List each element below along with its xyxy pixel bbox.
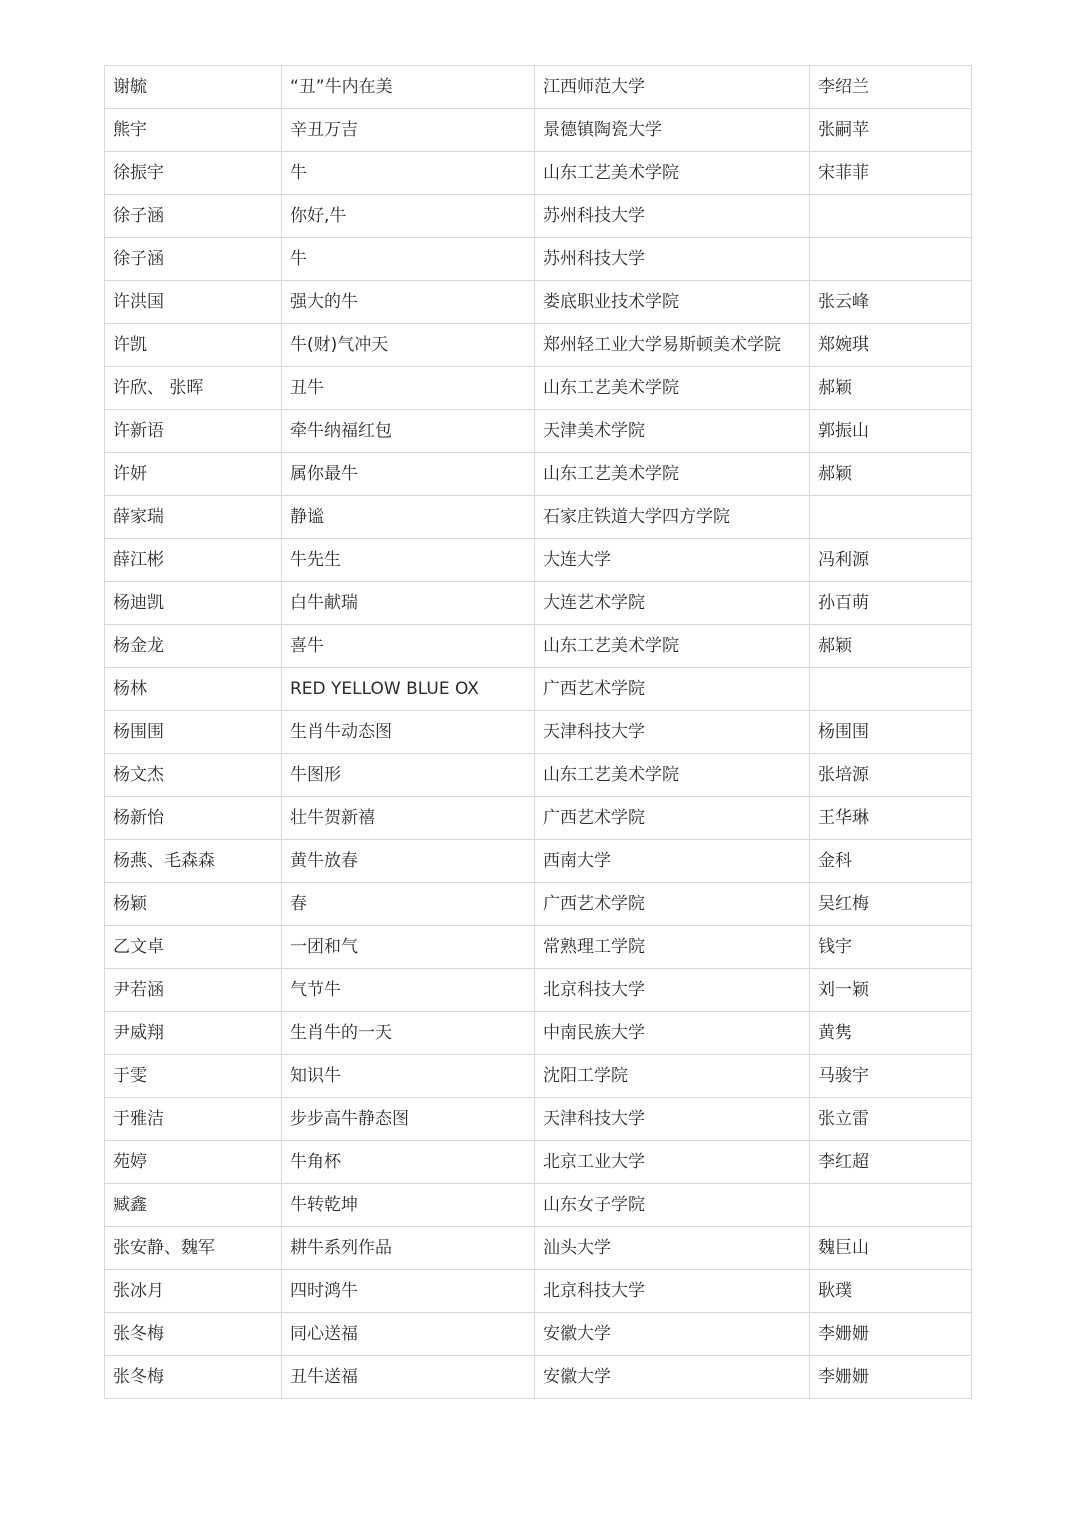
school-cell: 山东工艺美术学院 [535,625,810,668]
author-cell: 薛家瑞 [105,496,282,539]
table-row [105,883,972,926]
table-row [105,625,972,668]
advisor-cell [810,496,972,539]
school-cell: 山东工艺美术学院 [535,152,810,195]
author-cell: 臧鑫 [105,1184,282,1227]
work-title-cell: 耕牛系列作品 [282,1227,535,1270]
advisor-cell: 李绍兰 [810,66,972,109]
author-cell: 徐振宇 [105,152,282,195]
author-cell: 杨金龙 [105,625,282,668]
table-row [105,711,972,754]
work-title-cell: 牛转乾坤 [282,1184,535,1227]
school-cell: 天津科技大学 [535,1098,810,1141]
table-row [105,668,972,711]
author-cell: 张安静、魏军 [105,1227,282,1270]
advisor-cell: 宋菲菲 [810,152,972,195]
author-cell: 许凯 [105,324,282,367]
advisor-cell: 张云峰 [810,281,972,324]
school-cell: 娄底职业技术学院 [535,281,810,324]
work-title-cell: 壮牛贺新禧 [282,797,535,840]
work-title-cell: 牛 [282,152,535,195]
school-cell: 中南民族大学 [535,1012,810,1055]
work-title-cell: 春 [282,883,535,926]
table-row [105,754,972,797]
advisor-cell: 李姗姗 [810,1313,972,1356]
work-title-cell: 丑牛 [282,367,535,410]
school-cell: 山东工艺美术学院 [535,453,810,496]
author-cell: 杨文杰 [105,754,282,797]
school-cell: 景德镇陶瓷大学 [535,109,810,152]
table-row [105,1356,972,1399]
table-row [105,109,972,152]
author-cell: 杨林 [105,668,282,711]
work-title-cell: 你好,牛 [282,195,535,238]
school-cell: 安徽大学 [535,1313,810,1356]
work-title-cell: 牵牛纳福红包 [282,410,535,453]
table-row [105,1012,972,1055]
school-cell: 安徽大学 [535,1356,810,1399]
school-cell: 山东女子学院 [535,1184,810,1227]
work-title-cell: 四时鸿牛 [282,1270,535,1313]
author-cell: 杨颖 [105,883,282,926]
table-row [105,238,972,281]
author-cell: 杨燕、毛森森 [105,840,282,883]
school-cell: 大连艺术学院 [535,582,810,625]
table-row [105,453,972,496]
advisor-cell: 郝颖 [810,625,972,668]
work-title-cell: 属你最牛 [282,453,535,496]
author-cell: 杨新怡 [105,797,282,840]
entries-table [104,65,972,1399]
school-cell: 苏州科技大学 [535,238,810,281]
author-cell: 尹若涵 [105,969,282,1012]
work-title-cell: RED YELLOW BLUE OX [282,668,535,711]
advisor-cell [810,195,972,238]
advisor-cell: 李姗姗 [810,1356,972,1399]
advisor-cell: 吴红梅 [810,883,972,926]
author-cell: 许洪国 [105,281,282,324]
work-title-cell: 一团和气 [282,926,535,969]
advisor-cell: 张嗣苹 [810,109,972,152]
school-cell: 广西艺术学院 [535,797,810,840]
table-row [105,926,972,969]
author-cell: 张冰月 [105,1270,282,1313]
table-row [105,969,972,1012]
work-title-cell: 丑牛送福 [282,1356,535,1399]
work-title-cell: 牛图形 [282,754,535,797]
school-cell: 山东工艺美术学院 [535,754,810,797]
table-row [105,1184,972,1227]
work-title-cell: 辛丑万吉 [282,109,535,152]
school-cell: 郑州轻工业大学易斯顿美术学院 [535,324,810,367]
author-cell: 尹威翔 [105,1012,282,1055]
author-cell: 乙文卓 [105,926,282,969]
author-cell: 于雅洁 [105,1098,282,1141]
table-row [105,582,972,625]
table-row [105,1227,972,1270]
advisor-cell [810,1184,972,1227]
entries-table-body [105,66,972,1399]
author-cell: 薛江彬 [105,539,282,582]
author-cell: 许新语 [105,410,282,453]
author-cell: 苑婷 [105,1141,282,1184]
work-title-cell: “丑”牛内在美 [282,66,535,109]
school-cell: 天津美术学院 [535,410,810,453]
work-title-cell: 强大的牛 [282,281,535,324]
advisor-cell: 黄隽 [810,1012,972,1055]
author-cell: 张冬梅 [105,1356,282,1399]
advisor-cell: 刘一颖 [810,969,972,1012]
advisor-cell [810,668,972,711]
work-title-cell: 生肖牛动态图 [282,711,535,754]
school-cell: 常熟理工学院 [535,926,810,969]
advisor-cell: 郭振山 [810,410,972,453]
work-title-cell: 牛先生 [282,539,535,582]
school-cell: 天津科技大学 [535,711,810,754]
table-row [105,1270,972,1313]
school-cell: 大连大学 [535,539,810,582]
author-cell: 徐子涵 [105,238,282,281]
table-row [105,195,972,238]
school-cell: 北京科技大学 [535,969,810,1012]
table-row [105,496,972,539]
table-row [105,1098,972,1141]
work-title-cell: 知识牛 [282,1055,535,1098]
advisor-cell: 张立雷 [810,1098,972,1141]
advisor-cell: 钱宇 [810,926,972,969]
advisor-cell: 金科 [810,840,972,883]
author-cell: 许妍 [105,453,282,496]
advisor-cell: 耿璞 [810,1270,972,1313]
work-title-cell: 牛 [282,238,535,281]
work-title-cell: 白牛献瑞 [282,582,535,625]
table-row [105,410,972,453]
advisor-cell: 张培源 [810,754,972,797]
advisor-cell: 马骏宇 [810,1055,972,1098]
work-title-cell: 生肖牛的一天 [282,1012,535,1055]
advisor-cell: 杨围围 [810,711,972,754]
advisor-cell: 郝颖 [810,367,972,410]
author-cell: 张冬梅 [105,1313,282,1356]
advisor-cell: 魏巨山 [810,1227,972,1270]
table-row [105,152,972,195]
work-title-cell: 黄牛放春 [282,840,535,883]
table-row [105,324,972,367]
school-cell: 北京工业大学 [535,1141,810,1184]
table-row [105,281,972,324]
school-cell: 石家庄铁道大学四方学院 [535,496,810,539]
advisor-cell: 郝颖 [810,453,972,496]
advisor-cell: 王华琳 [810,797,972,840]
work-title-cell: 牛(财)气冲天 [282,324,535,367]
author-cell: 杨迪凯 [105,582,282,625]
work-title-cell: 静谧 [282,496,535,539]
table-row [105,797,972,840]
advisor-cell [810,238,972,281]
school-cell: 广西艺术学院 [535,668,810,711]
work-title-cell: 牛角杯 [282,1141,535,1184]
author-cell: 熊宇 [105,109,282,152]
school-cell: 沈阳工学院 [535,1055,810,1098]
school-cell: 汕头大学 [535,1227,810,1270]
advisor-cell: 孙百萌 [810,582,972,625]
table-row [105,1141,972,1184]
school-cell: 广西艺术学院 [535,883,810,926]
table-row [105,1313,972,1356]
advisor-cell: 冯利源 [810,539,972,582]
author-cell: 徐子涵 [105,195,282,238]
school-cell: 苏州科技大学 [535,195,810,238]
school-cell: 山东工艺美术学院 [535,367,810,410]
school-cell: 西南大学 [535,840,810,883]
work-title-cell: 步步高牛静态图 [282,1098,535,1141]
author-cell: 杨围围 [105,711,282,754]
table-row [105,840,972,883]
school-cell: 北京科技大学 [535,1270,810,1313]
author-cell: 于雯 [105,1055,282,1098]
school-cell: 江西师范大学 [535,66,810,109]
work-title-cell: 气节牛 [282,969,535,1012]
advisor-cell: 郑婉琪 [810,324,972,367]
table-row [105,1055,972,1098]
author-cell: 谢毓 [105,66,282,109]
table-row [105,539,972,582]
table-row [105,367,972,410]
work-title-cell: 喜牛 [282,625,535,668]
work-title-cell: 同心送福 [282,1313,535,1356]
author-cell: 许欣、 张晖 [105,367,282,410]
table-row [105,66,972,109]
advisor-cell: 李红超 [810,1141,972,1184]
